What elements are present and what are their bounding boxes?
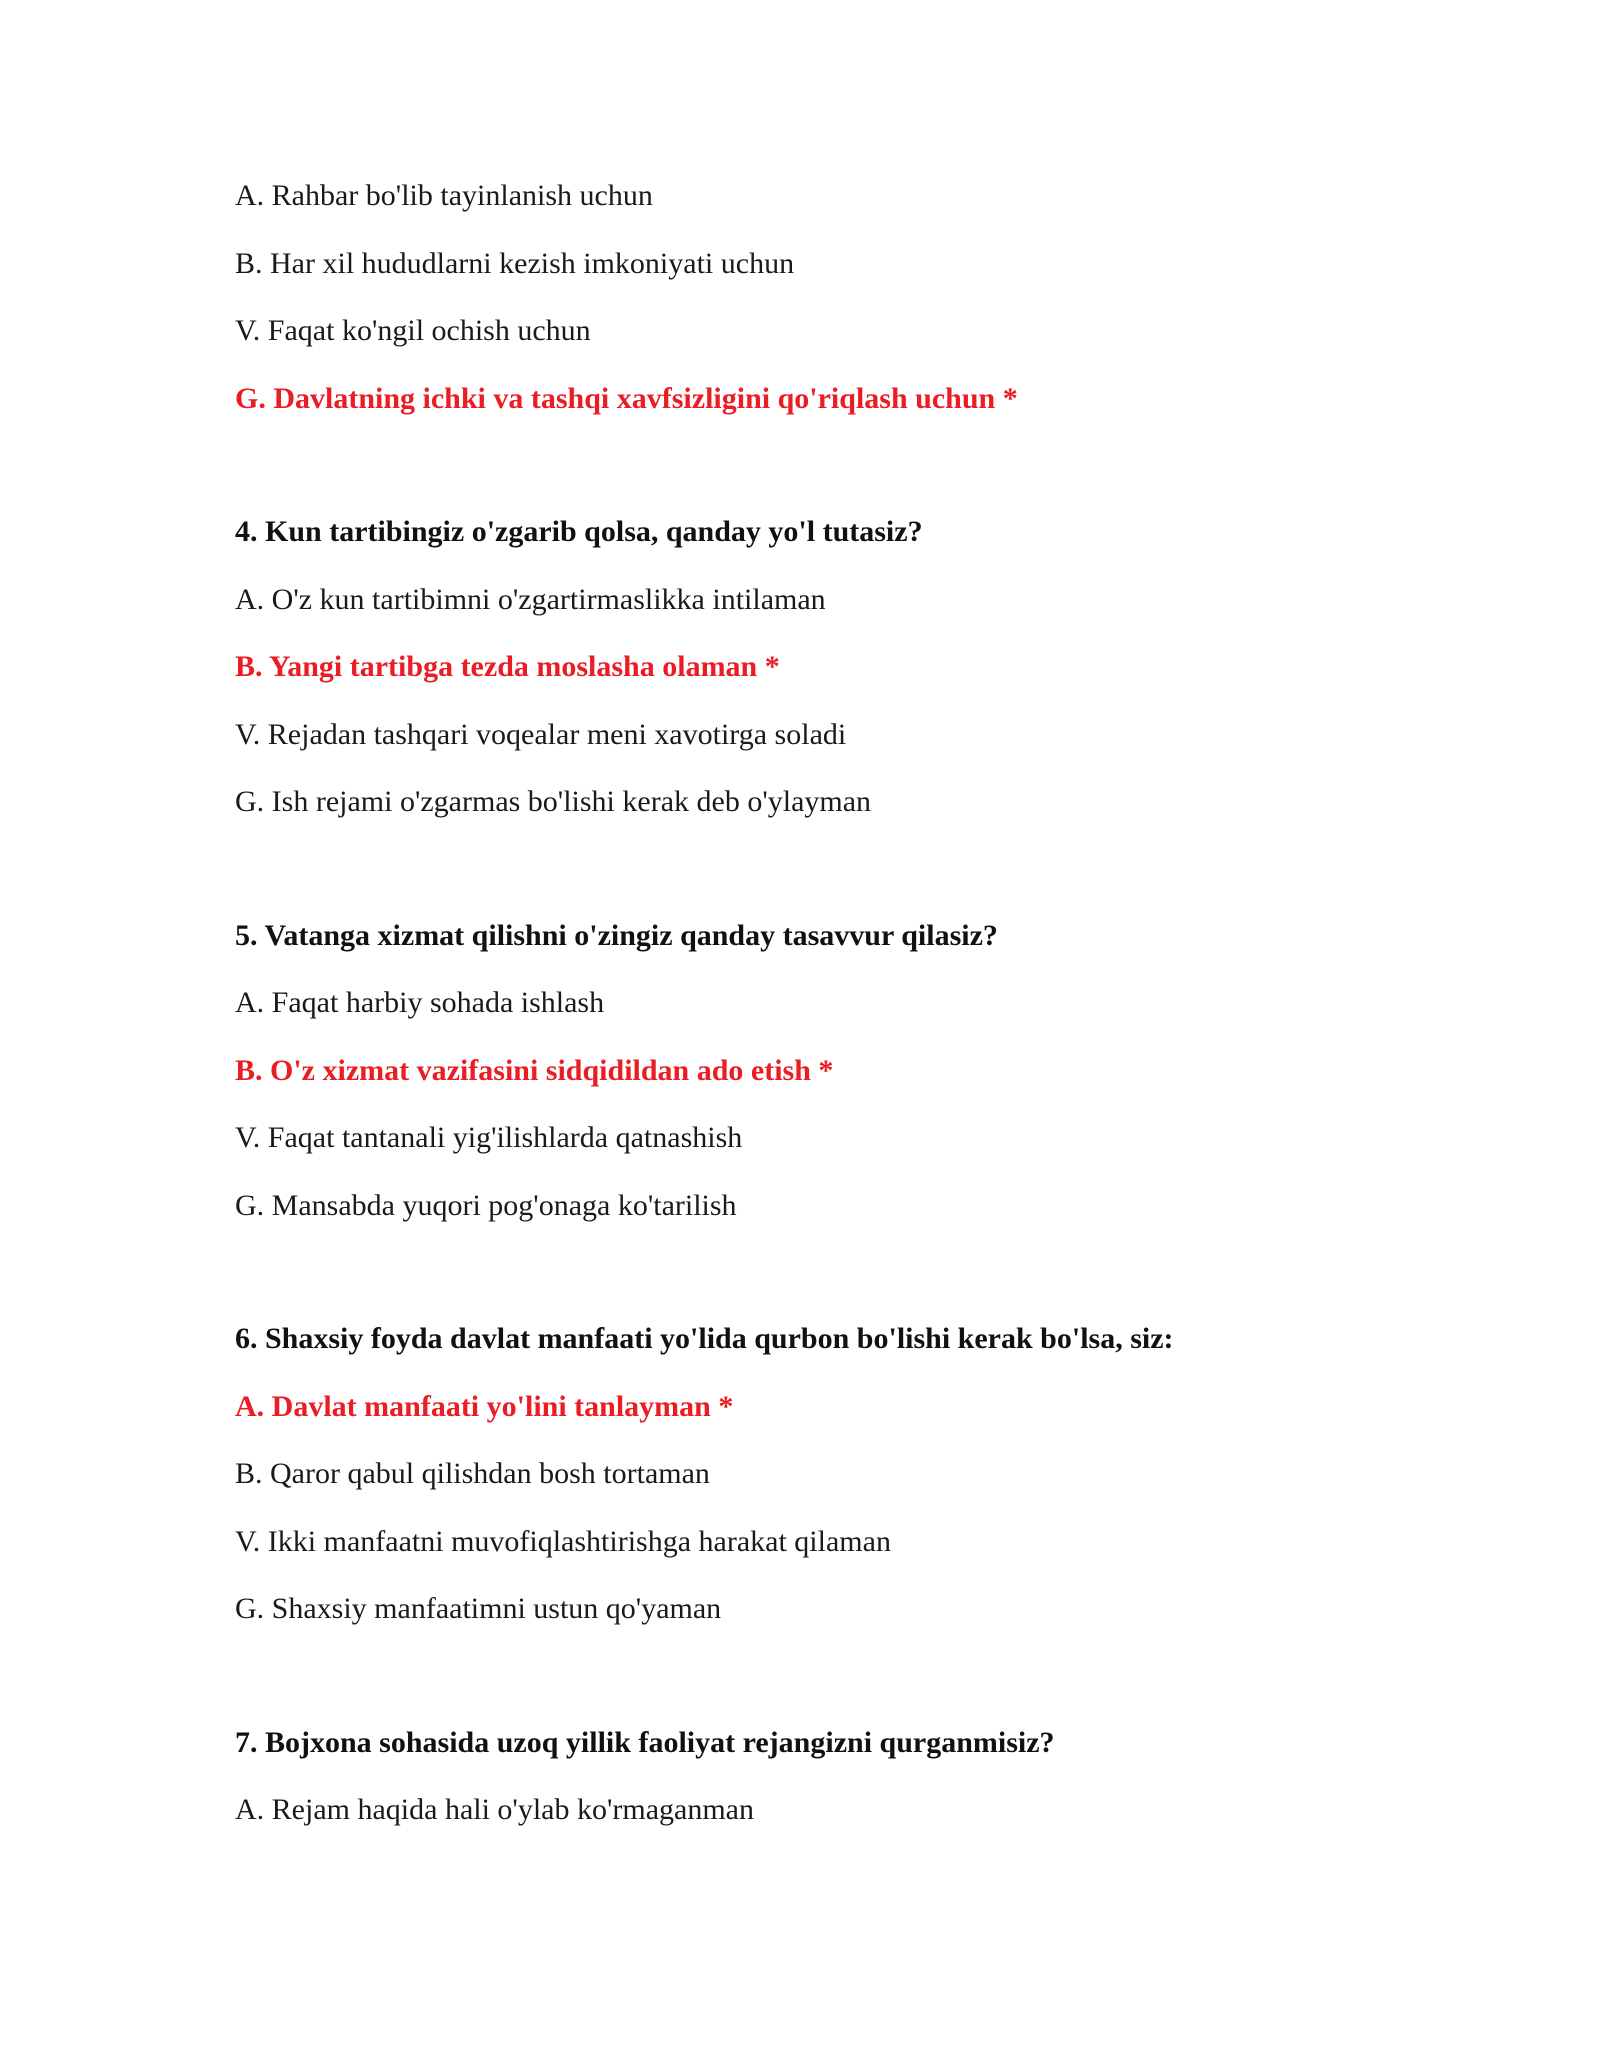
option-5v: V. Faqat tantanali yig'ilishlarda qatnashish xyxy=(235,1121,743,1154)
option-3v: V. Faqat ko'ngil ochish uchun xyxy=(235,314,591,347)
option-7a: A. Rejam haqida hali o'ylab ko'rmaganman xyxy=(235,1793,754,1826)
section-spacer xyxy=(235,1255,1435,1321)
option-5a: A. Faqat harbiy sohada ishlash xyxy=(235,986,605,1019)
option-4v: V. Rejadan tashqari voqealar meni xavotirga soladi xyxy=(235,717,847,751)
option-3a: A. Rahbar bo'lib tayinlanish uchun xyxy=(235,179,653,212)
option-4g: G. Ish rejami o'zgarmas bo'lishi kerak deb o'ylayman xyxy=(235,785,872,818)
question-5: 5. Vatanga xizmat qilishni o'zingiz qanday tasavvur qilasiz? xyxy=(235,918,998,952)
option-6a-correct: A. Davlat manfaati yo'lini tanlayman * xyxy=(235,1389,734,1423)
question-4: 4. Kun tartibingiz o'zgarib qolsa, qanday yo'l tutasiz? xyxy=(235,515,923,548)
section-spacer xyxy=(235,852,1435,918)
option-6b: B. Qaror qabul qilishdan bosh tortaman xyxy=(235,1457,710,1490)
option-5b-correct: B. O'z xizmat vazifasini sidqidildan ado etish * xyxy=(235,1053,834,1087)
option-5g: G. Mansabda yuqori pog'onaga ko'tarilish xyxy=(235,1188,737,1222)
question-6: 6. Shaxsiy foyda davlat manfaati yo'lida qurbon bo'lishi kerak bo'lsa, siz: xyxy=(235,1322,1174,1355)
option-6g: G. Shaxsiy manfaatimni ustun qo'yaman xyxy=(235,1592,722,1625)
question-7: 7. Bojxona sohasida uzoq yillik faoliyat rejangizni qurganmisiz? xyxy=(235,1725,1055,1759)
option-6v: V. Ikki manfaatni muvofiqlashtirishga harakat qilaman xyxy=(235,1524,891,1558)
option-4b-correct: B. Yangi tartibga tezda moslasha olaman * xyxy=(235,650,780,683)
quiz-content xyxy=(235,178,1435,1860)
section-spacer xyxy=(235,1659,1435,1725)
option-3g-correct: G. Davlatning ichki va tashqi xavfsizligini qo'riqlash uchun * xyxy=(235,381,1018,415)
option-4a: A. O'z kun tartibimni o'zgartirmaslikka intilaman xyxy=(235,582,826,616)
section-spacer xyxy=(235,448,1435,514)
option-3b: B. Har xil hududlarni kezish imkoniyati uchun xyxy=(235,246,795,280)
